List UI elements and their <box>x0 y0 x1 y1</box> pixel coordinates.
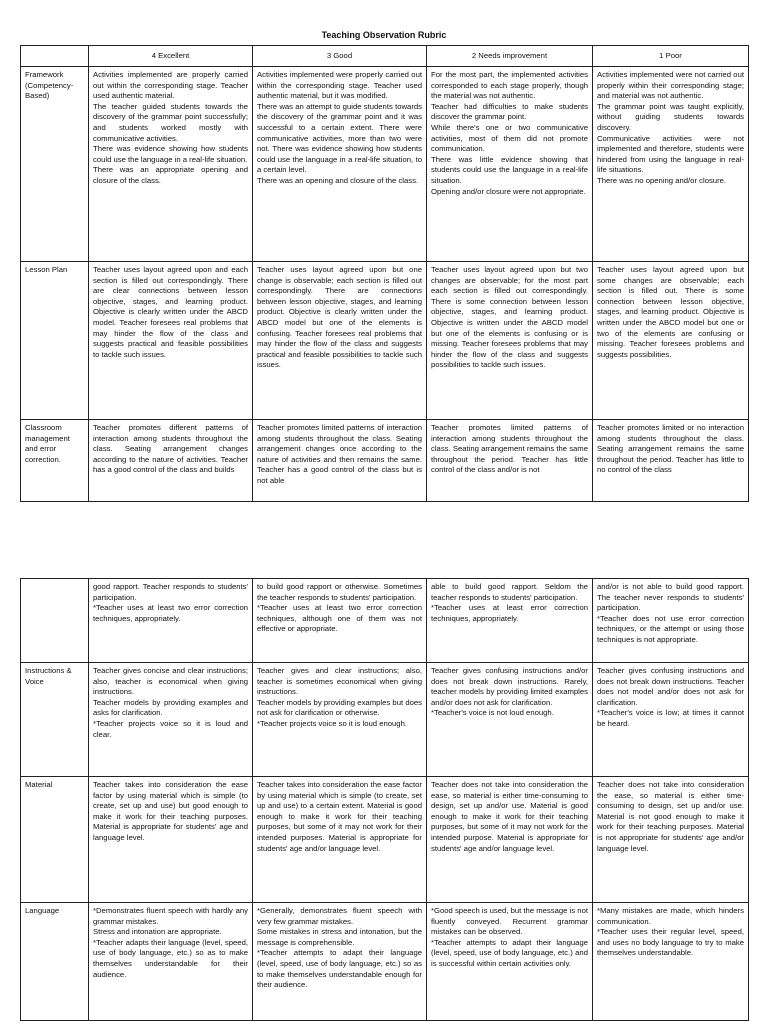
rubric-cell: to build good rapport or otherwise. Sometimes the teacher responds to students' participation. *Teacher uses at least two error correction techniques, although one of them was not effective or appropriate. <box>253 579 427 663</box>
category-cell: Material <box>21 777 89 903</box>
category-cell: Lesson Plan <box>21 262 89 420</box>
rubric-cell: Teacher gives confusing instructions and/or does not break down instructions. Rarely, teacher models by providing limited examples and/or does not ask for clarification. *Teacher's voice is not loud enough. <box>427 663 593 777</box>
rubric-cell: Teacher promotes limited or no interaction among students throughout the class. Seating arrangement remains the same throughout the period. Teacher has little to no control of the class <box>593 420 749 502</box>
rubric-cell: Activities implemented are properly carried out within the corresponding stage. Teacher used authentic material. The teacher guided students towards the discovery of the grammar point successfully; and students worked mostly with communicative activities. There was evidence showing how students could use the language in a real-life situation. There was an appropriate opening and closure of the class. <box>89 67 253 262</box>
table-row <box>21 67 749 262</box>
rubric-cell: able to build good rapport. Seldom the teacher responds to students' participation. *Teacher uses at least error correction techniques, appropriately. <box>427 579 593 663</box>
rubric-cell: Teacher gives confusing instructions and does not break down instructions. Teacher does not model and/or does not ask for clarification. *Teacher's voice is low; at times it cannot be heard. <box>593 663 749 777</box>
category-cell: Classroom management and error correction. <box>21 420 89 502</box>
document-title: Teaching Observation Rubric <box>321 30 447 40</box>
rubric-cell: Teacher gives concise and clear instructions; also, teacher is economical when giving instructions. Teacher models by providing examples and asks for clarification. *Teacher projects voice so it is loud and clear. <box>89 663 253 777</box>
category-cell <box>21 579 89 663</box>
header-cell-good: 3 Good <box>253 46 427 67</box>
header-cell-needs-improvement: 2 Needs improvement <box>427 46 593 67</box>
rubric-cell: good rapport. Teacher responds to students' participation. *Teacher uses at least two error correction techniques, appropriately. <box>89 579 253 663</box>
table-row <box>21 777 749 903</box>
rubric-cell: Teacher uses layout agreed upon but one change is observable; each section is filled out correspondingly. There are connections between lesson objective, stages, and learning product. Objective is clearly written under the ABCD model but one of the elements is confusing. Teacher foresees real problems that may hinder the flow of the class and suggests practical and feasible possibilities to tackle such issues. <box>253 262 427 420</box>
rubric-cell: Teacher promotes limited patterns of interaction among students throughout the class. Seating arrangement changes once according to the nature of activities and then remains the same. Teacher has a good control of the class but is not able <box>253 420 427 502</box>
category-cell: Instructions & Voice <box>21 663 89 777</box>
rubric-cell: Teacher takes into consideration the ease factor by using material which is simple (to create, set up and use) but good enough to make it work for their teaching purposes. Material is appropriate for students' age and language level. <box>89 777 253 903</box>
rubric-cell: Teacher gives and clear instructions; also, teacher is sometimes economical when giving instructions. Teacher models by providing examples but does not ask for clarification or otherwise. *Teacher projects voice so it is loud enough. <box>253 663 427 777</box>
category-cell: Framework (Competency-Based) <box>21 67 89 262</box>
rubric-cell: Activities implemented were not carried out properly within their corresponding stage; and material was not authentic. The grammar point was taught explicitly, without guiding students towards discovery. Communicative activities were not implemented and therefore, students were hindered from using the language in real-life situations. There was no opening and/or closure. <box>593 67 749 262</box>
rubric-cell: For the most part, the implemented activities corresponded to each stage properly, though the material was not authentic. Teacher had difficulties to make students discover the grammar point. While there's one or two communicative activities, most of them did not promote communication. There was little evidence showing that students could use the language in a real-life situation. Opening and/or closure were not appropriate. <box>427 67 593 262</box>
rubric-cell: Teacher uses layout agreed upon but some changes are observable; each section is filled out. There is some connection between lesson objective, stages, and learning product. Objective is written under the ABCD model but one or two of the elements are confusing or missing. Teacher foresees problems and suggests possibilities. <box>593 262 749 420</box>
header-cell-blank <box>21 46 89 67</box>
rubric-cell: Teacher promotes different patterns of interaction among students throughout the class. Seating arrangement changes according to the nature of activities. Teacher has a good control of the class and builds <box>89 420 253 502</box>
rubric-cell: *Generally, demonstrates fluent speech with very few grammar mistakes. Some mistakes in stress and intonation, but the message is comprehensible. *Teacher attempts to adapt their language (level, speed, use of body language, etc.) so as to make themselves understandable enough for their audience. <box>253 903 427 1021</box>
table-row <box>21 420 749 502</box>
table-row <box>21 663 749 777</box>
rubric-cell: Teacher does not take into consideration the ease, so material is either time-consuming to design, set up and/or use. Material is not good enough to make it work for their teaching purposes. Material is not appropriate for students' age and/or language level. <box>593 777 749 903</box>
rubric-cell: Teacher uses layout agreed upon but two changes are observable; for the most part each section is filled out correspondingly. There is some connection between lesson objective, stages, and learning product. Objective is written under the ABCD model but one of the elements is confusing or is missing. Teacher foresees problems that may hinder the flow of the class and suggests possibilities to tackle such issues. <box>427 262 593 420</box>
rubric-cell: *Many mistakes are made, which hinders communication. *Teacher uses their regular level, speed, and uses no body language to try to make themselves understandable. <box>593 903 749 1021</box>
rubric-cell: Teacher takes into consideration the ease factor by using material which is simple (to create, set up and use) to a certain extent. Material is good enough to make it work for their teaching purposes, but some of it may not work for their intended purposes. Material is appropriate for students' age and/or language level. <box>253 777 427 903</box>
header-cell-excellent: 4 Excellent <box>89 46 253 67</box>
category-cell: Language <box>21 903 89 1021</box>
rubric-table-page-1 <box>20 45 749 502</box>
rubric-cell: *Good speech is used, but the message is not fluently conveyed. Recurrent grammar mistakes can be observed. *Teacher attempts to adapt their language (level, speed, use of body language, etc.) and is successful within certain activities only. <box>427 903 593 1021</box>
rubric-cell: Teacher does not take into consideration the ease, so material is either time-consuming to design, set up and/or use. Material is good enough to make it work for their teaching purposes, but some of it may not work for the intended purpose. Material is appropriate for students' age and/or language level. <box>427 777 593 903</box>
rubric-cell: Teacher uses layout agreed upon and each section is filled out correspondingly. There are clear connections between lesson objective, stages, and learning product. Objective is clearly written under the ABCD model. Teacher foresees real problems that may hinder the flow of the class and suggests practical and feasible possibilities to tackle such issues. <box>89 262 253 420</box>
rubric-cell: and/or is not able to build good rapport. The teacher never responds to students' participation. *Teacher does not use error correction techniques, or the attempt or using those techniques is not appropriate. <box>593 579 749 663</box>
table-row <box>21 579 749 663</box>
rubric-table-page-2 <box>20 578 749 1021</box>
rubric-cell: Teacher promotes limited patterns of interaction among students throughout the class. Seating arrangement remains the same throughout the period. Teacher has little control of the class and/or is not <box>427 420 593 502</box>
rubric-cell: Activities implemented were properly carried out within the corresponding stage. Teacher used authentic material, but it was modified. There was an attempt to guide students towards the discovery of the grammar point and it was successful to a certain extent. There were communicative activities, more than two were not. There was evidence showing how students could use the language in a real-life situation, to a certain level. There was an opening and closure of the class. <box>253 67 427 262</box>
rubric-cell: *Demonstrates fluent speech with hardly any grammar mistakes. Stress and intonation are appropriate. *Teacher adapts their language (level, speed, use of body language, etc.) so as to make themselves understandable for their audience. <box>89 903 253 1021</box>
header-row <box>21 46 749 67</box>
table-row <box>21 262 749 420</box>
header-cell-poor: 1 Poor <box>593 46 749 67</box>
table-row <box>21 903 749 1021</box>
